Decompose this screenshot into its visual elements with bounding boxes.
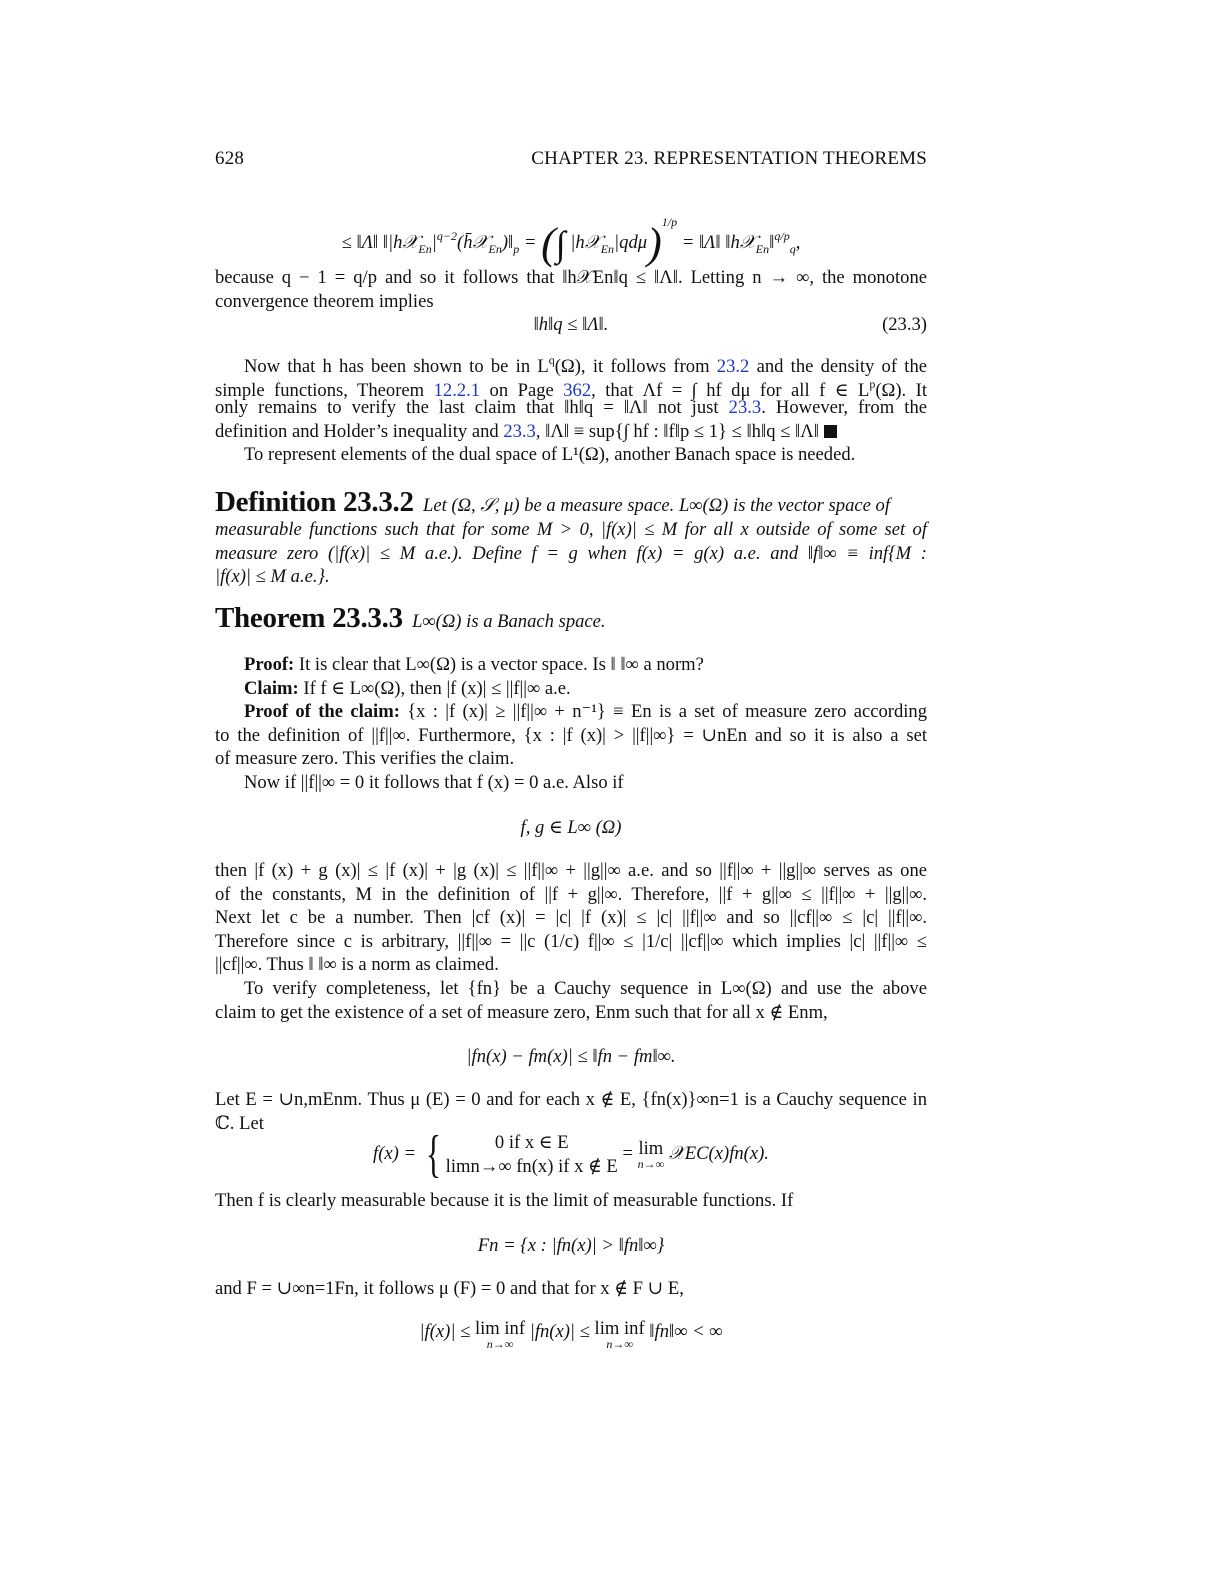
proof-p13: claim to get the existence of a set of measure zero, Enm such that for all x ∉ Enm, xyxy=(215,1001,828,1023)
eq-top-exp1: q−2 xyxy=(436,229,457,243)
ref-link-23-2[interactable]: 23.2 xyxy=(716,356,750,377)
para2-l1a: Now that h has been shown to be in L xyxy=(244,356,549,377)
para2-line3 xyxy=(215,396,927,420)
theorem-23-3-3 xyxy=(215,604,927,634)
eq-f-lim-under: n→∞ xyxy=(637,1156,665,1171)
eq-last-c: ‖fn‖∞ < ∞ xyxy=(644,1321,723,1342)
page-header xyxy=(215,148,927,174)
liminf-2 xyxy=(595,1320,645,1350)
eq-top-sub3: En xyxy=(600,242,615,256)
proof-p1: It is clear that L∞(Ω) is a vector space. Is ‖ ‖∞ a norm? xyxy=(294,654,704,675)
cases xyxy=(446,1131,618,1179)
eq-top-mid: (h̄𝒳 xyxy=(457,232,489,253)
para2-l2a: simple functions, Theorem xyxy=(215,379,434,401)
eq-top-sub4: En xyxy=(755,242,770,256)
para2-l2d: (Ω). It xyxy=(875,379,928,401)
proof-p11: ||cf||∞. Thus ‖ ‖∞ is a norm as claimed. xyxy=(215,954,499,976)
definition-heading: Definition 23.3.2 xyxy=(215,486,414,518)
para2-l2c: , that Λf = ∫ hf dμ for all f ∈ L xyxy=(591,379,870,401)
equation-fg xyxy=(215,816,927,840)
equation-cauchy xyxy=(215,1045,927,1069)
eq-Fn: Fn = {x : |fn(x)| > ‖fn‖∞} xyxy=(477,1235,665,1256)
eq-last-a: |f(x)| ≤ xyxy=(419,1321,475,1342)
eq-cauchy: |fn(x) − fm(x)| ≤ ‖fn − fm‖∞. xyxy=(466,1046,676,1067)
para2-exp-p: p xyxy=(869,376,876,391)
eq-top-equals: = xyxy=(519,232,542,253)
proof-p15: ℂ. Let xyxy=(215,1112,264,1134)
eq-f-limit xyxy=(637,1137,665,1171)
proof-line2 xyxy=(215,677,927,701)
eq-f-lim-word: lim xyxy=(638,1137,664,1159)
proof-block-2 xyxy=(215,859,927,1024)
equation-liminf xyxy=(215,1320,927,1356)
eq-top-integrand-tail: |qdμ xyxy=(614,232,648,253)
proof-p8: of the constants, M in the definition of ||f + g||∞. Therefore, ||f + g||∞ ≤ ||f||∞ + ||g||∞. xyxy=(215,883,927,905)
proof-p5: of measure zero. This verifies the claim. xyxy=(215,748,515,770)
definition-l4: |f(x)| ≤ M a.e.}. xyxy=(215,566,330,588)
definition-l3: measure zero (|f(x)| ≤ M a.e.). Define f = g when f(x) = g(x) a.e. and ‖f‖∞ ≡ inf{M : xyxy=(215,542,927,564)
integral-sign: ∫ xyxy=(555,224,566,264)
paragraph-1 xyxy=(215,266,927,313)
para1-line2: convergence theorem implies xyxy=(215,290,434,312)
right-paren: ) xyxy=(647,219,662,268)
para2-l1b: (Ω), it follows from xyxy=(554,356,717,377)
paragraph-2 xyxy=(215,349,927,467)
para2-l3b: . However, from the xyxy=(761,397,927,419)
para1-line1: because q − 1 = q/p and so it follows that ‖h𝒳En‖q ≤ ‖Λ‖. Letting n → ∞, the monotone xyxy=(215,267,927,288)
proof-p7: then |f (x) + g (x)| ≤ |f (x)| + |g (x)| ≤ ||f||∞ + ||g||∞ a.e. and so ||f||∞ + ||g||∞ serves as one xyxy=(215,860,927,881)
para2-l4b: , ‖Λ‖ ≡ sup{∫ hf : ‖f‖p ≤ 1} ≤ ‖h‖q ≤ ‖Λ‖ xyxy=(535,420,819,442)
liminf-1 xyxy=(475,1320,525,1350)
equation-23-3 xyxy=(215,313,927,337)
equation-top: ≤ ‖Λ‖ $‖|h𝒳_{En}|^{q-2}(h̄𝒳_{En})‖_p$ = (∫ |h𝒳$_{En}$|qdμ)$^{1/p}$ = ‖Λ‖ ‖h𝒳$_{En}$‖$^{q/p}_q$, xyxy=(341,215,801,268)
ref-link-theorem-12-2-1[interactable]: 12.2.1 xyxy=(433,379,481,401)
eq-top-right-sub: q xyxy=(789,242,796,256)
proof-line1 xyxy=(215,653,927,677)
proof-p3: {x : |f (x)| ≥ ||f||∞ + n⁻¹} ≡ En is a set of measure zero according xyxy=(399,701,927,723)
definition-l2: measurable functions such that for some M > 0, |f(x)| ≤ M for all x outside of some set of xyxy=(215,519,927,540)
para2-line1 xyxy=(215,349,927,377)
proof-label: Proof: xyxy=(244,654,295,675)
proof-p10: Therefore since c is arbitrary, ||f||∞ = ||c (1/c) f||∞ ≤ |1/c| ||cf||∞ which implies |c| ||f||∞ ≤ xyxy=(215,930,927,952)
ref-link-page-362[interactable]: 362 xyxy=(563,379,592,401)
proof-p14: Let E = ∪n,mEnm. Thus μ (E) = 0 and for each x ∉ E, {fn(x)}∞n=1 is a Cauchy sequence in xyxy=(215,1089,927,1110)
eq-f-lhs: f(x) = xyxy=(373,1143,421,1164)
left-brace: { xyxy=(425,1125,441,1183)
case-2: limn→∞ fn(x) if x ∉ E xyxy=(445,1155,618,1177)
eq-f-rhs: 𝒳EC(x)fn(x). xyxy=(664,1143,769,1164)
theorem-statement: L∞(Ω) is a Banach space. xyxy=(412,611,606,632)
para2-line2 xyxy=(215,373,928,401)
proof-line3 xyxy=(215,700,927,724)
eq-23-3-expr: ‖h‖q ≤ ‖Λ‖. xyxy=(533,314,609,335)
page-number: 628 xyxy=(215,148,245,169)
proof-p17: and F = ∪∞n=1Fn, it follows μ (F) = 0 and that for x ∉ F ∪ E, xyxy=(215,1278,684,1299)
proof-block xyxy=(215,653,927,795)
proof-p6: Now if ||f||∞ = 0 it follows that f (x) = 0 a.e. Also if xyxy=(244,771,624,793)
liminf-2-word: lim inf xyxy=(594,1318,645,1339)
left-paren: ( xyxy=(541,219,556,268)
eq-23-3-number: (23.3) xyxy=(882,314,927,335)
proof-of-claim-label: Proof of the claim: xyxy=(244,701,400,723)
eq-top-right-tail: ‖ xyxy=(769,232,775,253)
para2-l1c: and the density of the xyxy=(749,356,927,377)
eq-top-end: , xyxy=(795,232,801,253)
definition-line3 xyxy=(215,542,927,566)
para2-l3a: only remains to verify the last claim that ‖h‖q = ‖Λ‖ not just xyxy=(215,397,729,419)
liminf-2-under: n→∞ xyxy=(606,1337,633,1351)
eq-top-sub2: En xyxy=(488,242,502,256)
proof-p2: If f ∈ L∞(Ω), then |f (x)| ≤ ||f||∞ a.e. xyxy=(298,677,571,699)
definition-line4 xyxy=(215,565,927,589)
proof-block-5 xyxy=(215,1277,927,1301)
definition-line2 xyxy=(215,518,927,542)
eq-top-normsub: p xyxy=(513,242,520,256)
eq-top-outer-exp: 1/p xyxy=(661,215,678,229)
ref-link-23-3-a[interactable]: 23.3 xyxy=(728,397,762,419)
para2-l4a: definition and Holder’s inequality and xyxy=(215,420,504,442)
chapter-title: CHAPTER 23. REPRESENTATION THEOREMS xyxy=(531,148,927,169)
equation-Fn xyxy=(215,1234,927,1258)
proof-p16: Then f is clearly measurable because it is the limit of measurable functions. If xyxy=(215,1190,794,1211)
definition-line1 xyxy=(215,488,927,518)
liminf-1-under: n→∞ xyxy=(486,1337,514,1351)
definition-l1: Let (Ω, 𝒮, μ) be a measure space. L∞(Ω) is the vector space of xyxy=(423,495,890,516)
para2-line5: To represent elements of the dual space of L¹(Ω), another Banach space is needed. xyxy=(244,444,856,466)
eq-top-left: ≤ ‖Λ‖ ‖|h𝒳 xyxy=(341,232,419,253)
proof-block-4 xyxy=(215,1189,927,1213)
proof-p4: to the definition of ||f||∞. Furthermore, {x : |f (x)| > ||f||∞} = ∪nEn and so it is also a set xyxy=(215,724,927,746)
liminf-1-word: lim inf xyxy=(474,1318,526,1339)
eq-fg: f, g ∈ L∞ (Ω) xyxy=(520,817,622,838)
equation-piecewise xyxy=(215,1126,927,1182)
eq-top-right: = ‖Λ‖ ‖h𝒳 xyxy=(677,232,756,253)
claim-label: Claim: xyxy=(244,677,299,699)
eq-last-b: |fn(x)| ≤ xyxy=(525,1321,595,1342)
eq-top-right-exp: q/p xyxy=(774,229,790,243)
eq-f-equals: = xyxy=(617,1143,638,1164)
para2-line4 xyxy=(215,420,927,444)
proof-p12: To verify completeness, let {fn} be a Cauchy sequence in L∞(Ω) and use the above xyxy=(244,977,927,999)
eq-top-sub1: En xyxy=(418,242,432,256)
ref-link-23-3-b[interactable]: 23.3 xyxy=(503,420,536,442)
para2-l2b: on Page xyxy=(480,379,564,401)
eq-top-integrand: |h𝒳 xyxy=(565,232,601,253)
qed-square-icon xyxy=(824,425,837,438)
theorem-heading: Theorem 23.3.3 xyxy=(215,602,403,634)
proof-p9: Next let c be a number. Then |cf (x)| = |c| |f (x)| ≤ |c| ||f||∞ and so ||cf||∞ ≤ |c| ||f||∞. xyxy=(215,907,927,929)
eq-top-close: )‖ xyxy=(501,232,514,253)
definition-23-3-2 xyxy=(215,488,927,589)
case-1: 0 if x ∈ E xyxy=(494,1131,569,1153)
para2-exp-q: q xyxy=(548,353,555,367)
